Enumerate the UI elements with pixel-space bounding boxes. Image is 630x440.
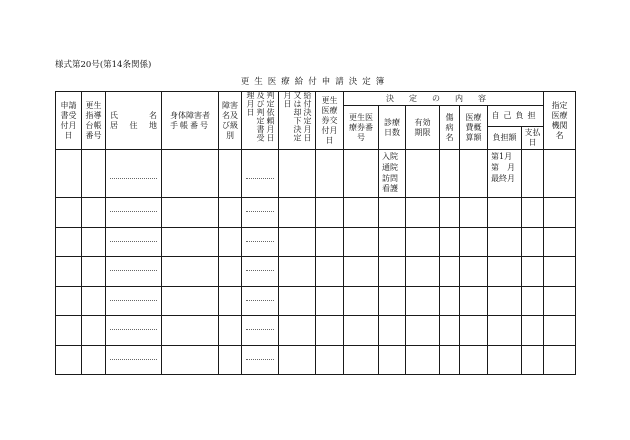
cell bbox=[440, 316, 460, 346]
cell bbox=[544, 227, 576, 257]
cell bbox=[488, 286, 522, 316]
cell bbox=[219, 286, 242, 316]
header-text-line: 支払 bbox=[524, 128, 541, 137]
header-medical-ticket-number bbox=[344, 106, 379, 150]
header-benefit-decision-date: 給付決定月日又は却下決定月日 bbox=[279, 92, 316, 150]
dotted-separator bbox=[110, 300, 157, 301]
header-text-line: 療券番 bbox=[349, 122, 373, 132]
cell bbox=[522, 227, 544, 257]
cell bbox=[406, 150, 440, 198]
header-text-line: 病 bbox=[445, 122, 454, 132]
cell bbox=[522, 286, 544, 316]
cell bbox=[106, 150, 162, 198]
cell bbox=[460, 198, 488, 228]
cell bbox=[440, 286, 460, 316]
cell bbox=[279, 198, 316, 228]
cell bbox=[316, 257, 344, 287]
cell bbox=[242, 316, 279, 346]
cell bbox=[379, 257, 406, 287]
cell bbox=[440, 150, 460, 198]
header-text-line: 名 bbox=[445, 132, 454, 142]
cell bbox=[242, 345, 279, 375]
header-text-line: び級 bbox=[222, 120, 238, 130]
dotted-separator bbox=[110, 270, 157, 271]
header-char: 氏 bbox=[110, 110, 118, 120]
header-char: 住 bbox=[129, 120, 138, 130]
cell bbox=[219, 198, 242, 228]
header-text-line: 更生 bbox=[321, 95, 338, 105]
header-judgment-request-date: 判定依頼月日及び判定書受理月日 bbox=[242, 92, 279, 150]
header-payment-amount: 負担額 bbox=[488, 127, 522, 150]
cell-payment-months bbox=[488, 150, 522, 198]
cell bbox=[440, 257, 460, 287]
cell bbox=[106, 316, 162, 346]
table-row bbox=[56, 316, 576, 346]
cell bbox=[106, 257, 162, 287]
cell bbox=[56, 286, 82, 316]
header-text-line: 台帳 bbox=[85, 120, 102, 130]
header-address bbox=[106, 121, 161, 131]
cell bbox=[344, 227, 379, 257]
header-text-line: 医療 bbox=[321, 105, 338, 115]
dotted-separator bbox=[110, 211, 157, 212]
cell bbox=[279, 257, 316, 287]
cell bbox=[460, 150, 488, 198]
cell bbox=[82, 316, 106, 346]
cell bbox=[488, 257, 522, 287]
header-estimated-medical-cost bbox=[460, 106, 488, 150]
cell bbox=[379, 227, 406, 257]
cell bbox=[379, 286, 406, 316]
cell bbox=[440, 345, 460, 375]
cell bbox=[344, 198, 379, 228]
cell bbox=[279, 150, 316, 198]
cell bbox=[460, 286, 488, 316]
cell bbox=[82, 198, 106, 228]
cell bbox=[344, 150, 379, 198]
cell bbox=[316, 286, 344, 316]
header-text-line: 別 bbox=[226, 130, 234, 140]
header-designated-institution bbox=[544, 92, 576, 150]
cell bbox=[460, 345, 488, 375]
cell bbox=[544, 257, 576, 287]
cell bbox=[344, 345, 379, 375]
header-text-line: 有効 bbox=[414, 117, 431, 127]
header-char: 地 bbox=[149, 120, 157, 130]
cell bbox=[460, 316, 488, 346]
header-text-line: 日 bbox=[64, 130, 73, 140]
cell bbox=[522, 345, 544, 375]
cell bbox=[406, 345, 440, 375]
header-disability-certificate-number: 身体障害者 手帳番号 bbox=[162, 92, 219, 150]
cell bbox=[544, 345, 576, 375]
cell bbox=[488, 227, 522, 257]
cell bbox=[344, 316, 379, 346]
cell bbox=[440, 198, 460, 228]
note-line: 訪問 bbox=[382, 173, 398, 183]
header-text-line: 更生医 bbox=[349, 112, 373, 122]
cell bbox=[460, 257, 488, 287]
header-text-line: 機関 bbox=[551, 120, 568, 130]
dotted-separator bbox=[110, 178, 157, 179]
cell bbox=[279, 316, 316, 346]
cell bbox=[162, 227, 219, 257]
cell bbox=[162, 286, 219, 316]
cell bbox=[488, 345, 522, 375]
document-title: 更生医療給付申請決定簿 bbox=[240, 77, 390, 87]
cell bbox=[162, 150, 219, 198]
header-text-line: 名及 bbox=[222, 110, 238, 120]
header-disability-name-grade bbox=[219, 92, 242, 150]
dotted-separator bbox=[110, 359, 157, 360]
header-name-address bbox=[106, 92, 162, 150]
cell bbox=[316, 150, 344, 198]
cell bbox=[106, 345, 162, 375]
cell bbox=[162, 257, 219, 287]
cell bbox=[82, 345, 106, 375]
cell bbox=[488, 198, 522, 228]
cell bbox=[544, 286, 576, 316]
header-guidance-ledger-number bbox=[82, 92, 106, 150]
cell bbox=[344, 257, 379, 287]
cell bbox=[162, 345, 219, 375]
cell bbox=[522, 316, 544, 346]
header-application-receipt-date bbox=[56, 92, 82, 150]
cell bbox=[544, 316, 576, 346]
cell bbox=[544, 198, 576, 228]
cell bbox=[379, 345, 406, 375]
dotted-separator bbox=[246, 300, 274, 301]
header-char: 名 bbox=[149, 110, 157, 120]
cell bbox=[344, 286, 379, 316]
cell bbox=[242, 227, 279, 257]
note-line: 最終月 bbox=[491, 173, 515, 183]
header-payment-date bbox=[522, 127, 544, 150]
header-self-payment: 自己負担 bbox=[488, 106, 544, 127]
cell bbox=[316, 316, 344, 346]
table-row bbox=[56, 150, 576, 198]
cell bbox=[242, 150, 279, 198]
dotted-separator bbox=[110, 241, 157, 242]
table-row bbox=[56, 227, 576, 257]
dotted-separator bbox=[246, 329, 274, 330]
cell bbox=[56, 227, 82, 257]
dotted-separator bbox=[246, 211, 274, 212]
cell bbox=[406, 286, 440, 316]
cell bbox=[279, 286, 316, 316]
table-row bbox=[56, 198, 576, 228]
cell bbox=[522, 198, 544, 228]
header-text-line: 付月 bbox=[60, 120, 77, 130]
header-text-line: 号 bbox=[357, 132, 365, 142]
cell bbox=[406, 227, 440, 257]
header-text-line: 日 bbox=[325, 135, 334, 145]
dotted-separator bbox=[110, 329, 157, 330]
dotted-separator bbox=[246, 270, 274, 271]
cell bbox=[406, 198, 440, 228]
header-text-line: 付月 bbox=[321, 125, 338, 135]
header-text-line: 申請 bbox=[60, 100, 77, 110]
form-number: 様式第20号(第14条関係) bbox=[55, 60, 152, 70]
header-text-line: 障害 bbox=[222, 100, 238, 110]
cell bbox=[242, 286, 279, 316]
cell bbox=[316, 227, 344, 257]
cell bbox=[82, 257, 106, 287]
table-row bbox=[56, 345, 576, 375]
header-text-line: 名 bbox=[555, 130, 564, 140]
cell bbox=[56, 257, 82, 287]
cell-treatment-type bbox=[379, 150, 406, 198]
table-row bbox=[56, 257, 576, 287]
cell bbox=[56, 198, 82, 228]
cell bbox=[219, 345, 242, 375]
cell bbox=[56, 316, 82, 346]
cell bbox=[406, 316, 440, 346]
header-validity-period bbox=[406, 106, 440, 150]
header-decision-content: 決定の内容 bbox=[344, 92, 544, 106]
header-text-line: 診療 bbox=[384, 117, 400, 127]
cell bbox=[219, 227, 242, 257]
cell bbox=[440, 227, 460, 257]
cell bbox=[106, 198, 162, 228]
cell bbox=[82, 286, 106, 316]
header-text-line: 更生 bbox=[85, 100, 102, 110]
header-text-line: 日数 bbox=[384, 127, 400, 137]
cell bbox=[82, 150, 106, 198]
cell bbox=[106, 286, 162, 316]
header-text-line: 日 bbox=[528, 138, 537, 147]
cell bbox=[522, 150, 544, 198]
cell bbox=[316, 345, 344, 375]
cell bbox=[219, 150, 242, 198]
cell bbox=[242, 257, 279, 287]
header-medical-ticket-issue-date bbox=[316, 92, 344, 150]
cell bbox=[522, 257, 544, 287]
cell bbox=[379, 316, 406, 346]
note-line: 第1月 bbox=[491, 152, 513, 161]
cell bbox=[219, 257, 242, 287]
cell bbox=[106, 227, 162, 257]
cell bbox=[219, 316, 242, 346]
cell bbox=[56, 150, 82, 198]
cell bbox=[279, 227, 316, 257]
header-treatment-days bbox=[379, 106, 406, 150]
header-text-line: 書受 bbox=[60, 110, 77, 120]
header-name bbox=[106, 111, 161, 121]
header-text-line: 医療 bbox=[551, 110, 568, 120]
header-text-line: 算額 bbox=[465, 132, 482, 142]
cell bbox=[162, 198, 219, 228]
header-text-line: 傷 bbox=[445, 112, 454, 122]
cell bbox=[460, 227, 488, 257]
header-text-line: 費概 bbox=[465, 122, 482, 132]
cell bbox=[82, 227, 106, 257]
header-text-line: 券交 bbox=[321, 115, 338, 125]
cell bbox=[56, 345, 82, 375]
dotted-separator bbox=[246, 241, 274, 242]
cell bbox=[488, 316, 522, 346]
header-char: 居 bbox=[110, 120, 118, 130]
dotted-separator bbox=[246, 359, 274, 360]
note-line: 通院 bbox=[382, 162, 398, 172]
cell bbox=[162, 316, 219, 346]
header-text-line: 指定 bbox=[551, 100, 568, 110]
header-text-line: 番号 bbox=[85, 130, 102, 140]
note-line: 第 月 bbox=[491, 162, 515, 172]
table-row bbox=[56, 286, 576, 316]
header-disease-name bbox=[440, 106, 460, 150]
cell bbox=[406, 257, 440, 287]
header-text-line: 指導 bbox=[85, 110, 102, 120]
header-text-line: 医療 bbox=[465, 112, 482, 122]
cell bbox=[544, 150, 576, 198]
cell bbox=[279, 345, 316, 375]
dotted-separator bbox=[246, 178, 274, 179]
header-text-line: 期限 bbox=[414, 127, 431, 137]
cell bbox=[242, 198, 279, 228]
cell bbox=[379, 198, 406, 228]
register-table bbox=[55, 91, 576, 375]
cell bbox=[316, 198, 344, 228]
note-line: 看護 bbox=[382, 184, 398, 194]
note-line: 入院 bbox=[382, 152, 398, 161]
